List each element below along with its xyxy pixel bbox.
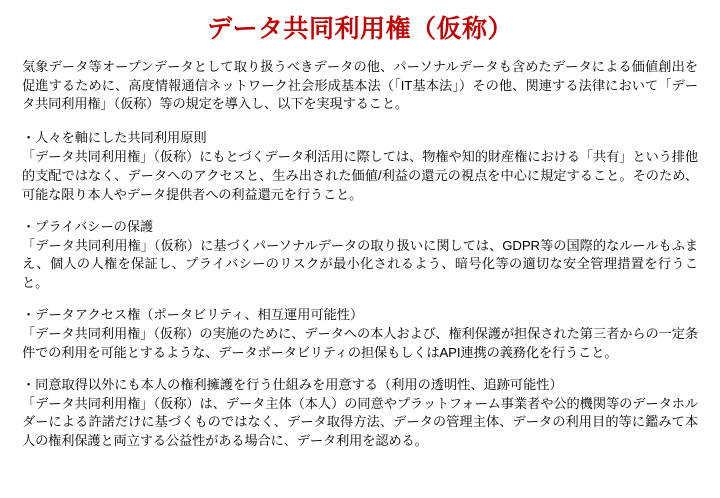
section-body: 「データ共同利用権」（仮称）にもとづくデータ利活用に際しては、物権や知的財産権における「共有」という排他的支配ではなく、データへのアクセスと、生み出された価値/利益の還元の視点を中心に規定すること。そのため、可能な限り本人やデータ提供者への利益還元を行うこと。 <box>22 149 698 202</box>
section-heading: ・同意取得以外にも本人の権利擁護を行う仕組みを用意する（利用の透明性、追跡可能性） <box>22 376 563 392</box>
section-heading: ・プライバシーの保護 <box>22 218 154 234</box>
section-consent <box>22 375 698 451</box>
section-data-access <box>22 305 698 363</box>
section-privacy <box>22 217 698 293</box>
page-title: データ共同利用権（仮称） <box>206 15 513 43</box>
section-body: 「データ共同利用権」（仮称）の実施のために、データへの本人および、権利保護が担保された第三者からの一定条件での利用を可能とするような、データポータビリティの担保もしくはAPI連携の義務化を行うこと。 <box>22 326 698 360</box>
lead-paragraph: 気象データ等オープンデータとして取り扱うべきデータの他、パーソナルデータも含めたデータによる価値創出を促進するために、高度情報通信ネットワーク社会形成基本法（「IT基本法」）その他、関連する法律において「データ共同利用権」（仮称）等の規定を導入し、以下を実現すること。 <box>22 59 698 112</box>
section-heading: ・データアクセス権（ポータビリティ、相互運用可能性） <box>22 306 364 322</box>
section-body: 「データ共同利用権」（仮称）に基づくパーソナルデータの取り扱いに関しては、GDPR等の国際的なルールもふまえ、個人の人権を保証し、プライバシーのリスクが最小化されるよう、暗号化等の適切な安全管理措置を行うこと。 <box>22 237 698 291</box>
section-principle <box>22 128 698 204</box>
section-body: 「データ共同利用権」（仮称）は、データ主体（本人）の同意やプラットフォーム事業者や公的機関等のデータホルダーによる許諾だけに基づくものではなく、データ取得方法、データの管理主体、データの利用目的等に鑑みて本人の権利保護と両立する公益性がある場合に、データ利用を認める。 <box>22 395 698 449</box>
section-heading: ・人々を軸にした共同利用原則 <box>22 130 207 146</box>
